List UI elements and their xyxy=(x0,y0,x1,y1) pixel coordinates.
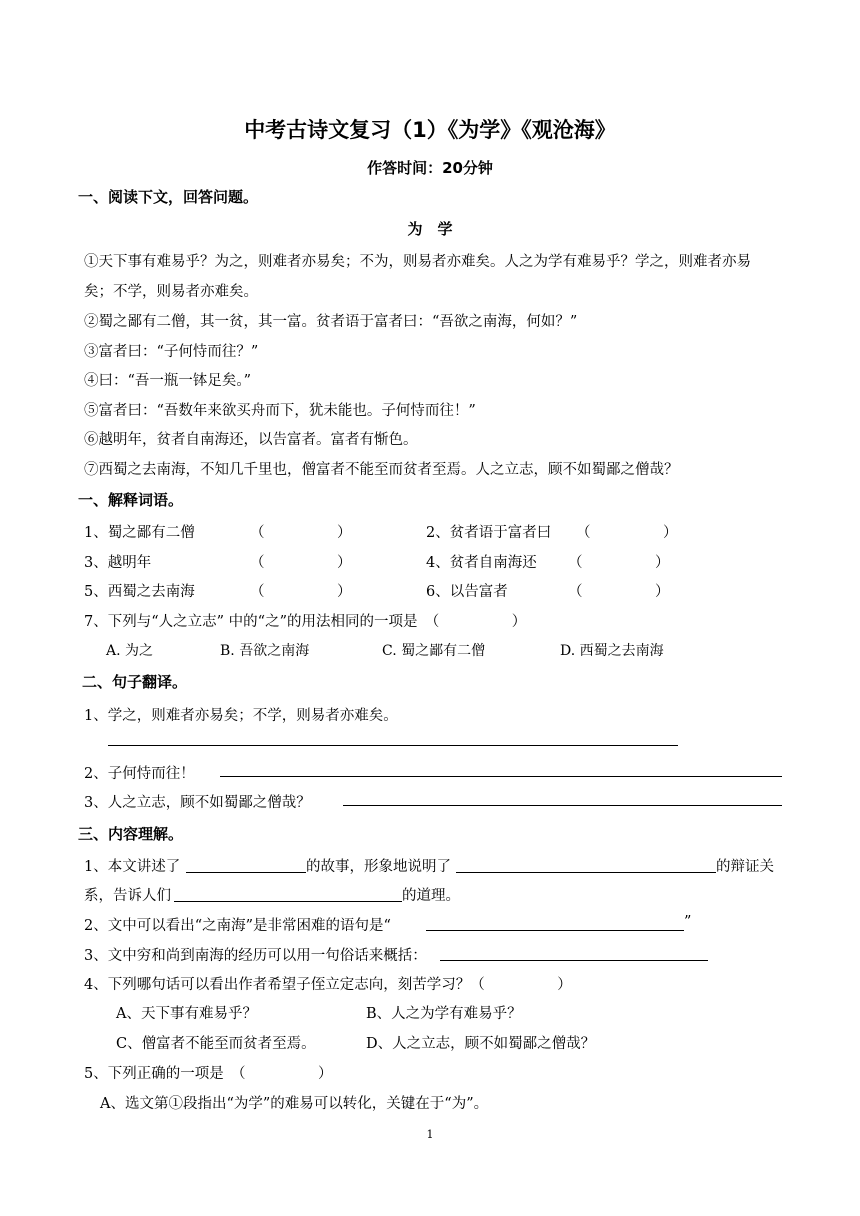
passage-paragraph-7: ⑦西蜀之去南海，不知几千里也，僧富者不能至而贫者至焉。人之立志，顾不如蜀鄙之僧哉？ xyxy=(84,462,679,478)
q7-option-d[interactable]: D. 西蜀之去南海 xyxy=(560,643,664,659)
passage-paragraph-3: ③富者曰：“子何恃而往？” xyxy=(84,344,259,360)
passage-title: 为 学 xyxy=(407,220,453,238)
answer-blank-4[interactable]: （ ） xyxy=(568,555,670,571)
section-1-heading: 一、解释词语。 xyxy=(78,491,184,509)
content-q1-blank2[interactable] xyxy=(456,872,716,873)
q4-option-b[interactable]: B、人之为学有难易乎？ xyxy=(366,1006,522,1022)
answer-blank-1[interactable]: （ ） xyxy=(250,525,352,541)
time-note: 作答时间：20分钟 xyxy=(367,159,493,177)
content-q3: 3、文中穷和尚到南海的经历可以用一句俗话来概括： xyxy=(84,948,427,964)
passage-paragraph-5: ⑤富者曰：“吾数年来欲买舟而下，犹未能也。子何恃而往！” xyxy=(84,403,476,419)
content-q2: 2、文中可以看出“之南海”是非常困难的语句是“ xyxy=(84,918,391,934)
q4-option-c[interactable]: C、僧富者不能至而贫者至焉。 xyxy=(116,1036,316,1052)
translate-3: 3、人之立志，顾不如蜀鄙之僧哉？ xyxy=(84,795,311,811)
word-question-2: 2、贫者语于富者曰 xyxy=(426,525,552,541)
q4-option-a[interactable]: A、天下事有难易乎？ xyxy=(116,1006,257,1022)
content-q2-end: ” xyxy=(684,914,692,930)
word-question-4: 4、贫者自南海还 xyxy=(426,555,537,571)
translate-3-answer-line[interactable] xyxy=(343,805,782,806)
word-question-1: 1、蜀之鄙有二僧 xyxy=(84,525,195,541)
q7-option-b[interactable]: B. 吾欲之南海 xyxy=(220,643,310,659)
content-q1-blank1[interactable] xyxy=(186,872,306,873)
q7-option-c[interactable]: C. 蜀之鄙有二僧 xyxy=(382,643,486,659)
content-q1-part3: 的辩证关 xyxy=(716,859,774,875)
answer-blank-3[interactable]: （ ） xyxy=(250,555,352,571)
translate-2-answer-line[interactable] xyxy=(220,776,782,777)
page-number: 1 xyxy=(426,1128,434,1141)
word-question-5: 5、西蜀之去南海 xyxy=(84,584,195,600)
word-question-6: 6、以告富者 xyxy=(426,584,508,600)
question-7: 7、下列与“人之立志” 中的“之”的用法相同的一项是 （ ） xyxy=(84,614,527,630)
passage-paragraph-1-cont: 矣；不学，则易者亦难矣。 xyxy=(84,284,258,300)
answer-blank-5[interactable]: （ ） xyxy=(250,584,352,600)
content-q1-part2: 的故事，形象地说明了 xyxy=(306,859,451,875)
passage-paragraph-2: ②蜀之鄙有二僧，其一贫，其一富。贫者语于富者曰：“吾欲之南海，何如？” xyxy=(84,314,578,330)
content-q3-blank[interactable] xyxy=(440,960,708,961)
passage-paragraph-4: ④曰：“吾一瓶一钵足矣。” xyxy=(84,373,252,389)
content-q1-part5: 的道理。 xyxy=(402,888,460,904)
translate-1: 1、学之，则难者亦易矣；不学，则易者亦难矣。 xyxy=(84,708,398,724)
answer-blank-2[interactable]: （ ） xyxy=(576,525,678,541)
content-q1-blank3[interactable] xyxy=(174,901,402,902)
content-q2-blank[interactable] xyxy=(426,930,684,931)
content-q5: 5、下列正确的一项是 （ ） xyxy=(84,1066,333,1082)
passage-paragraph-1: ①天下事有难易乎？为之，则难者亦易矣；不为，则易者亦难矣。人之为学有难易乎？学之，则难者亦易 xyxy=(84,254,751,270)
passage-paragraph-6: ⑥越明年，贫者自南海还，以告富者。富者有惭色。 xyxy=(84,432,418,448)
answer-blank-6[interactable]: （ ） xyxy=(568,584,670,600)
word-question-3: 3、越明年 xyxy=(84,555,152,571)
translate-1-answer-line[interactable] xyxy=(108,745,678,746)
translate-2: 2、子何恃而往！ xyxy=(84,766,195,782)
q7-option-a[interactable]: A. 为之 xyxy=(106,643,154,659)
content-q1-part1: 1、本文讲述了 xyxy=(84,859,181,875)
section-3-heading: 三、内容理解。 xyxy=(78,825,184,843)
content-q4: 4、下列哪句话可以看出作者希望子侄立定志向，刻苦学习？（ ） xyxy=(84,977,572,993)
section-reading-heading: 一、阅读下文，回答问题。 xyxy=(78,188,259,206)
q4-option-d[interactable]: D、人之立志，顾不如蜀鄙之僧哉？ xyxy=(366,1036,596,1052)
content-q1-part4: 系，告诉人们 xyxy=(84,888,171,904)
q5-option-a[interactable]: A、选文第①段指出“为学”的难易可以转化，关键在于“为”。 xyxy=(100,1096,489,1112)
section-2-heading: 二、句子翻译。 xyxy=(82,673,188,691)
page-title: 中考古诗文复习（1）《为学》《观沧海》 xyxy=(244,118,616,142)
